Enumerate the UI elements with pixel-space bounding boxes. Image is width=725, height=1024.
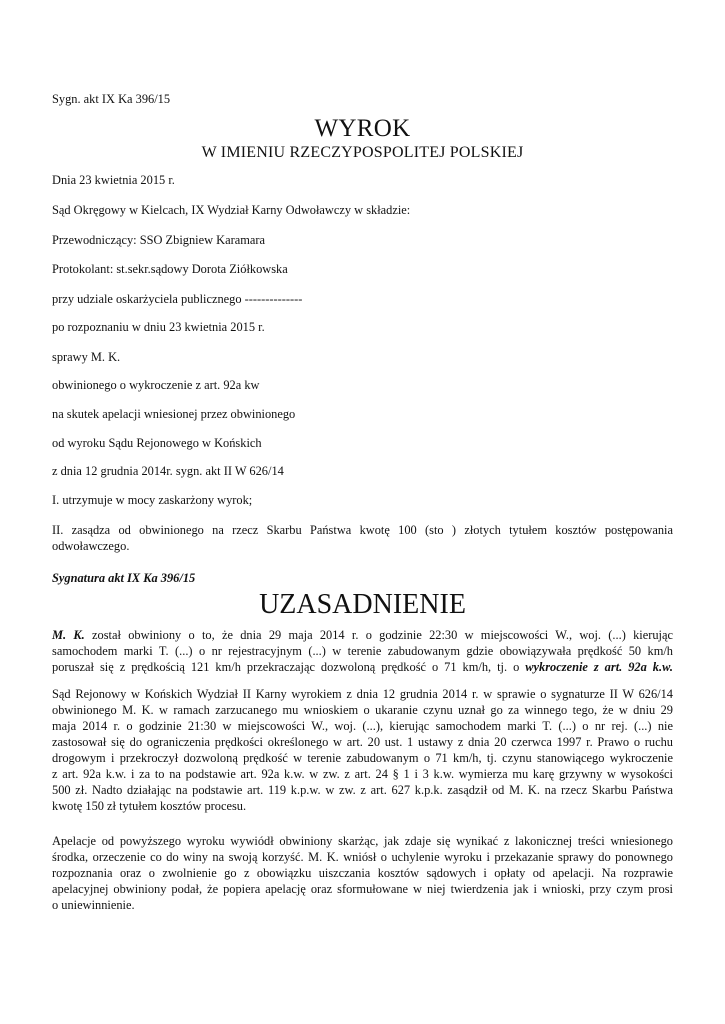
reasoning-heading: UZASADNIENIE	[259, 589, 466, 620]
lower-court-line: od wyroku Sądu Rejonowego w Końskich	[52, 436, 262, 450]
paragraph-line	[52, 627, 673, 643]
paragraph-line: drogowym i przekroczył dozwoloną prędkość w terenie zabudowanym o 71 km/h, tj. czynu stanowiącego wykroczenie	[52, 751, 673, 765]
paragraph-line: apelacyjnej obwiniony podał, że popiera apelację oraz sformułowane w niej twierdzenia jak i wnioski, przy czym prosi	[52, 882, 673, 896]
paragraph-line: rozpoznania oraz o zwolnienie go z obowiązku uiszczania kosztów sądowych i opłaty od apelacji. Na rozprawie	[52, 866, 673, 880]
paragraph-line: kwotę 150 zł tytułem kosztów procesu.	[52, 799, 247, 813]
paragraph-line: Apelacje od powyższego wyroku wywiódł obwiniony skarżąc, jak zdaje się wynikać z lakonicznej treści wniesionego	[52, 834, 673, 848]
case-signature: Sygn. akt IX Ka 396/15	[52, 92, 171, 106]
ruling-point-2-line: II. zasądza od obwinionego na rzecz Skarbu Państwa kwotę 100 (sto ) złotych tytułem kosztów postępowania	[52, 523, 673, 537]
appeal-line: na skutek apelacji wniesionej przez obwinionego	[52, 407, 296, 421]
paragraph-line: maja 2014 r. o godzinie 21:30 w miejscowości W., woj. (...), kierując samochodem marki T. (...) o nr rej. (...) nie	[52, 719, 673, 733]
paragraph-line: zastosował się do ograniczenia prędkości określonego w art. 20 ust. 1 ustawy z dnia 20 czerwca 1997 r. Prawo o ruchu	[52, 735, 673, 749]
paragraph-line: samochodem marki T. (...) o nr rejestracyjnym (...) w terenie zabudowanym gdzie obowiązywała prędkość 50 km/h	[52, 644, 673, 658]
case-party: sprawy M. K.	[52, 350, 121, 364]
prosecutor-line: przy udziale oskarżyciela publicznego --------------	[52, 292, 303, 306]
paragraph-line: z art. 92a k.w. i za to na podstawie art. 92a k.w. w zw. z art. 24 § 1 i 3 k.w. wymierza mu karę grzywny w wysokości	[52, 767, 673, 781]
hearing-date: po rozpoznaniu w dniu 23 kwietnia 2015 r.	[52, 320, 265, 334]
paragraph-line-text: poruszał się z prędkością 121 km/h przekraczając dozwoloną prędkość o 71 km/h, tj. o	[52, 660, 520, 674]
paragraph-line: o uniewinnienie.	[52, 898, 135, 912]
reasoning-signature: Sygnatura akt IX Ka 396/15	[52, 571, 196, 585]
verdict-subtitle: W IMIENIU RZECZYPOSPOLITEJ POLSKIEJ	[201, 144, 524, 161]
charge-line: obwinionego o wykroczenie z art. 92a kw	[52, 378, 260, 392]
presiding-judge: Przewodniczący: SSO Zbigniew Karamara	[52, 233, 265, 247]
paragraph-line: Sąd Rejonowy w Końskich Wydział II Karny wyrokiem z dnia 12 grudnia 2014 r. w sprawie o sygnaturze II W 626/14	[52, 687, 673, 701]
lower-court-date: z dnia 12 grudnia 2014r. sygn. akt II W 626/14	[52, 464, 284, 478]
ruling-point-2	[52, 522, 673, 554]
paragraph-line: 500 zł. Nadto działając na podstawie art. 119 k.p.w. w zw. z art. 627 k.p.k. zasądził od M. K. na rzecz Skarbu Państwa	[52, 783, 673, 797]
reasoning-paragraph-2	[52, 686, 673, 814]
reasoning-paragraph-3	[52, 833, 673, 913]
paragraph-line	[52, 659, 673, 675]
ruling-point-2-line: odwoławczego.	[52, 539, 130, 553]
verdict-title: WYROK	[314, 115, 411, 142]
defendant-name: M. K.	[52, 628, 85, 642]
paragraph-line-text: został obwiniony o to, że dnia 29 maja 2014 r. o godzinie 22:30 w miejscowości W., woj. (...) kierując	[92, 628, 673, 642]
paragraph-line: obwinionego M. K. w ramach zarzucanego mu wnioskiem o ukaranie czynu uznał go za winnego tego, że w dniu 29	[52, 703, 673, 717]
court-composition: Sąd Okręgowy w Kielcach, IX Wydział Karny Odwoławczy w składzie:	[52, 203, 411, 217]
ruling-point-1: I. utrzymuje w mocy zaskarżony wyrok;	[52, 493, 253, 507]
paragraph-line: środka, orzeczenie co do winy na swoją korzyść. M. K. wniósł o uchylenie wyroku i przekazanie sprawy do ponownego	[52, 850, 673, 864]
reasoning-paragraph-1	[52, 627, 673, 675]
offense-emphasis: wykroczenie z art. 92a k.w.	[525, 660, 673, 674]
verdict-date: Dnia 23 kwietnia 2015 r.	[52, 173, 175, 187]
court-clerk: Protokolant: st.sekr.sądowy Dorota Ziółkowska	[52, 262, 288, 276]
